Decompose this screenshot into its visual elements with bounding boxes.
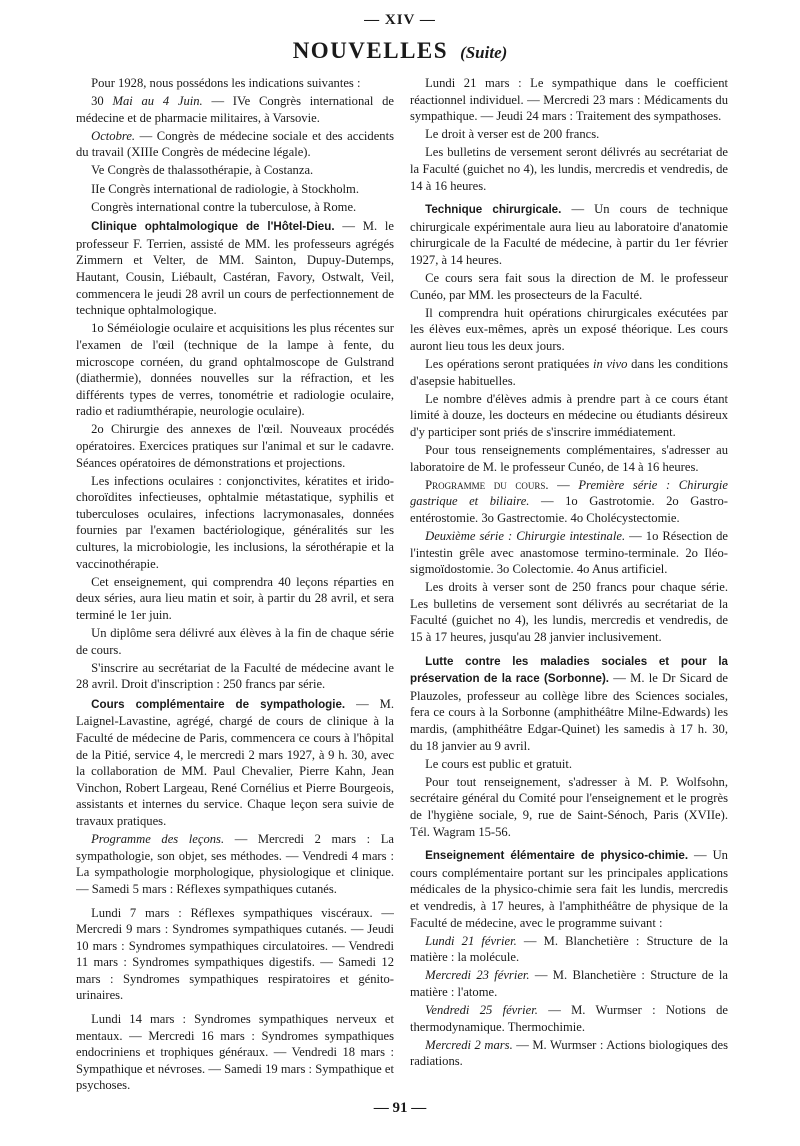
article-maladies-sociales: Lutte contre les maladies sociales et pour la préservation de la race (Sorbonne). — M. le Dr Sicard de Plauzoles, professeur au collège libre des Sciences sociales, fera ce cours à la Sorbonne (amphithéâtre Milne-Edwards) les mardis, (amphithéâtre Edgar-Quinet) les samedis à 17 h. 30, du 18 janvier au 9 avril. — [410, 654, 728, 753]
paragraph: Cet enseignement, qui comprendra 40 leçons réparties en deux séries, aura lieu matin et soir, à partir du 28 avril, et sera terminé le 1er juin. — [76, 574, 394, 622]
paragraph: 1o Séméiologie oculaire et acquisitions les plus récentes sur l'examen de l'œil (technique de la lampe à fente, du microscope cornéen, du grand ophtalmoscope de Gulstrand (diathermie), données nouvelles sur la réfraction, et les différents types de verres, tonométrie et radiologie oculaire, radio et radiumthérapie, neurologie oculaire). — [76, 321, 394, 419]
paragraph: Le cours est public et gratuit. — [425, 756, 572, 771]
paragraph: Octobre. — Congrès de médecine sociale et des accidents du travail (XIIIe Congrès de médecine légale). — [76, 128, 394, 160]
paragraph: Pour 1928, nous possédons les indications suivantes : — [91, 76, 361, 90]
paragraph: Les bulletins de versement seront délivrés au secrétariat de la Faculté (guichet no 4), les lundis, mercredis et vendredis, de 14 à 16 heures. — [410, 145, 728, 193]
paragraph: Il comprendra huit opérations chirurgicales exécutées par les élèves eux-mêmes, après un exposé théorique. Les cours auront lieu tous les deux jours. — [410, 305, 728, 353]
article-sympathologie: Cours complémentaire de sympathologie. — M. Laignel-Lavastine, agrégé, chargé de cours de clinique à la Faculté de médecine de Paris, commencera ce cours à l'hôpital de la Pitié, service 4, le mercredi 2 mars 1927, à 9 h. 30, avec la collaboration de MM. Paul Chevalier, Pierre Kahn, Jean Vinchon, Robert Largeau, René Cornélius et Pierre Bourgeois, assistants et internes du service. Chaque leçon sera suivie de travaux pratiques. — [76, 696, 394, 829]
paragraph: Lundi 21 mars : Le sympathique dans le coefficient réactionnel individuel. — Mercredi 23 mars : Médicaments du sympathique. — Jeudi 24 mars : Traitement des sympathoses. — [410, 76, 728, 124]
paragraph: Programme des leçons. — Mercredi 2 mars : La sympathologie, son objet, ses méthodes. — Vendredi 4 mars : La sympathologie morphologique, physiologique et clinique. — Samedi 5 mars : Réflexes sympathiques cutanés. — [76, 832, 394, 896]
paragraph: Un diplôme sera délivré aux élèves à la fin de chaque série de cours. — [76, 626, 394, 657]
article-clinique-ophtalmologique: Clinique ophtalmologique de l'Hôtel-Dieu. — M. le professeur F. Terrien, assisté de MM. les professeurs agrégés Zimmern et Velter, de MM. Sainton, Dupuy-Dutemps, Hautant, Cousin, Liébault, Castéran, Favory, Ostwalt, Veil, commencera le jeudi 28 avril un cours de perfectionnement de technique ophtalmologique. — [76, 219, 394, 318]
paragraph: Les opérations seront pratiquées in vivo dans les conditions d'asepsie habituelles. — [410, 357, 728, 388]
left-column — [76, 75, 394, 1095]
paragraph: Lundi 7 mars : Réflexes sympathiques viscéraux. — Mercredi 9 mars : Syndromes sympathiques cutanés. — Jeudi 10 mars : Syndromes sympathiques circulatoires. — Vendredi 11 mars : Syndromes sympathiques digestifs. — Samedi 12 mars : Syndromes sympathiques respiratoires et génito-urinaires. — [76, 905, 394, 1003]
paragraph: 30 Mai au 4 Juin. — IVe Congrès international de médecine et de pharmacie militaires, à Varsovie. — [76, 94, 394, 125]
paragraph: Les infections oculaires : conjonctivites, kératites et irido-choroïdites infectieuses, ophtalmie métastatique, syphilis et tuberculoses oculaires, infections lacrymonasales, données fournies par l'examen bactériologique, généralités sur les cultures, la microbiologie, les inclusions, la sérothérapie et la vaccinothérapie. — [76, 473, 394, 571]
article-heading: Enseignement élémentaire de physico-chimie. — [425, 849, 689, 863]
article-technique-chirurgicale: Technique chirurgicale. — Un cours de technique chirurgicale expérimentale aura lieu au laboratoire d'anatomie chirurgicale de la Faculté de médecine, à partir du 1er février 1927, à 14 heures. — [410, 202, 728, 267]
paragraph: Mercredi 23 février. — M. Blanchetière : Structure de la matière : l'atome. — [410, 968, 728, 999]
page-title — [0, 38, 800, 64]
article-heading: Lutte contre les maladies sociales et pour la préservation de la race (Sorbonne). — [410, 654, 728, 686]
paragraph: Les droits à verser sont de 250 francs pour chaque série. Les bulletins de versement sont délivrés au secrétariat de la Faculté (guichet no 4), les lundis, mercredis et vendredis, de 15 à 17 heures, jusqu'au 28 janvier inclusivement. — [410, 580, 728, 644]
section-subtitle: (Suite) — [460, 43, 508, 62]
paragraph: Ce cours sera fait sous la direction de M. le professeur Cunéo, par MM. les prosecteurs de la Faculté. — [410, 271, 728, 302]
article-heading: Cours complémentaire de sympathologie. — [91, 697, 346, 711]
paragraph: Congrès international contre la tuberculose, à Rome. — [91, 199, 357, 214]
paragraph: Ve Congrès de thalassothérapie, à Costanza. — [91, 163, 314, 178]
right-column — [410, 75, 728, 1095]
paragraph: S'inscrire au secrétariat de la Faculté de médecine avant le 28 avril. Droit d'inscription : 250 francs par série. — [76, 660, 394, 692]
paragraph: Lundi 14 mars : Syndromes sympathiques nerveux et mentaux. — Mercredi 16 mars : Syndromes sympathiques endocriniens et trophiques généraux. — Vendredi 18 mars : Sympathique et névroses. — Samedi 19 mars : Sympathique et psychoses. — [76, 1012, 394, 1093]
paragraph: 2o Chirurgie des annexes de l'œil. Nouveaux procédés opératoires. Exercices pratiques sur l'animal et sur le cadavre. Séances opératoires de démonstrations et projections. — [76, 422, 394, 470]
paragraph: Pour tout renseignement, s'adresser à M. P. Wolfsohn, secrétaire général du Comité pour l'enseignement et le progrès de l'hygiène sociale, 9, rue de Saint-Sénoch, Paris (XVIIe). Tél. Wagram 15-56. — [410, 774, 728, 839]
section-title: NOUVELLES — [292, 38, 449, 63]
paragraph: Pour tous renseignements complémentaires, s'adresser au laboratoire de M. le professeur Cunéo, de 14 à 16 heures. — [410, 442, 728, 474]
article-physico-chimie: Enseignement élémentaire de physico-chimie. — Un cours complémentaire portant sur les principales applications médicales de la physico-chimie sera fait les lundis, mercredis et vendredis, à 17 heures, à l'amphithéâtre de physique de la Faculté de médecine, avec le programme suivant : — [410, 848, 728, 930]
paragraph: Le droit à verser est de 200 francs. — [425, 127, 600, 142]
paragraph: Lundi 21 février. — M. Blanchetière : Structure de la matière : la molécule. — [410, 933, 728, 965]
article-heading: Technique chirurgicale. — [425, 203, 562, 217]
paragraph: Vendredi 25 février. — M. Wurmser : Notions de thermodynamique. Thermochimie. — [410, 1002, 728, 1034]
article-heading: Clinique ophtalmologique de l'Hôtel-Dieu. — [91, 220, 335, 234]
page-roman-numeral: — XIV — — [364, 12, 436, 28]
paragraph: Programme du cours. — Première série : Chirurgie gastrique et biliaire. — 1o Gastrotomie. 2o Gastro-entérostomie. 3o Gastrectomie. 4o Cholécystectomie. — [410, 477, 728, 525]
paragraph: Mercredi 2 mars. — M. Wurmser : Actions biologiques des radiations. — [410, 1037, 728, 1069]
paragraph: Deuxième série : Chirurgie intestinale. — 1o Résection de l'intestin grêle avec anastomose termino-terminale. 2o Iléo-sigmoïdostomie. 3o Colectomie. 4o Anus artificiel. — [410, 528, 728, 577]
paragraph: IIe Congrès international de radiologie, à Stockholm. — [91, 181, 360, 196]
page-number: — 91 — — [373, 1100, 427, 1116]
paragraph: Le nombre d'élèves admis à prendre part à ce cours étant limité à douze, les docteurs en médecine ou étudiants désireux d'y participer sont priés de s'inscrire immédiatement. — [410, 391, 728, 439]
